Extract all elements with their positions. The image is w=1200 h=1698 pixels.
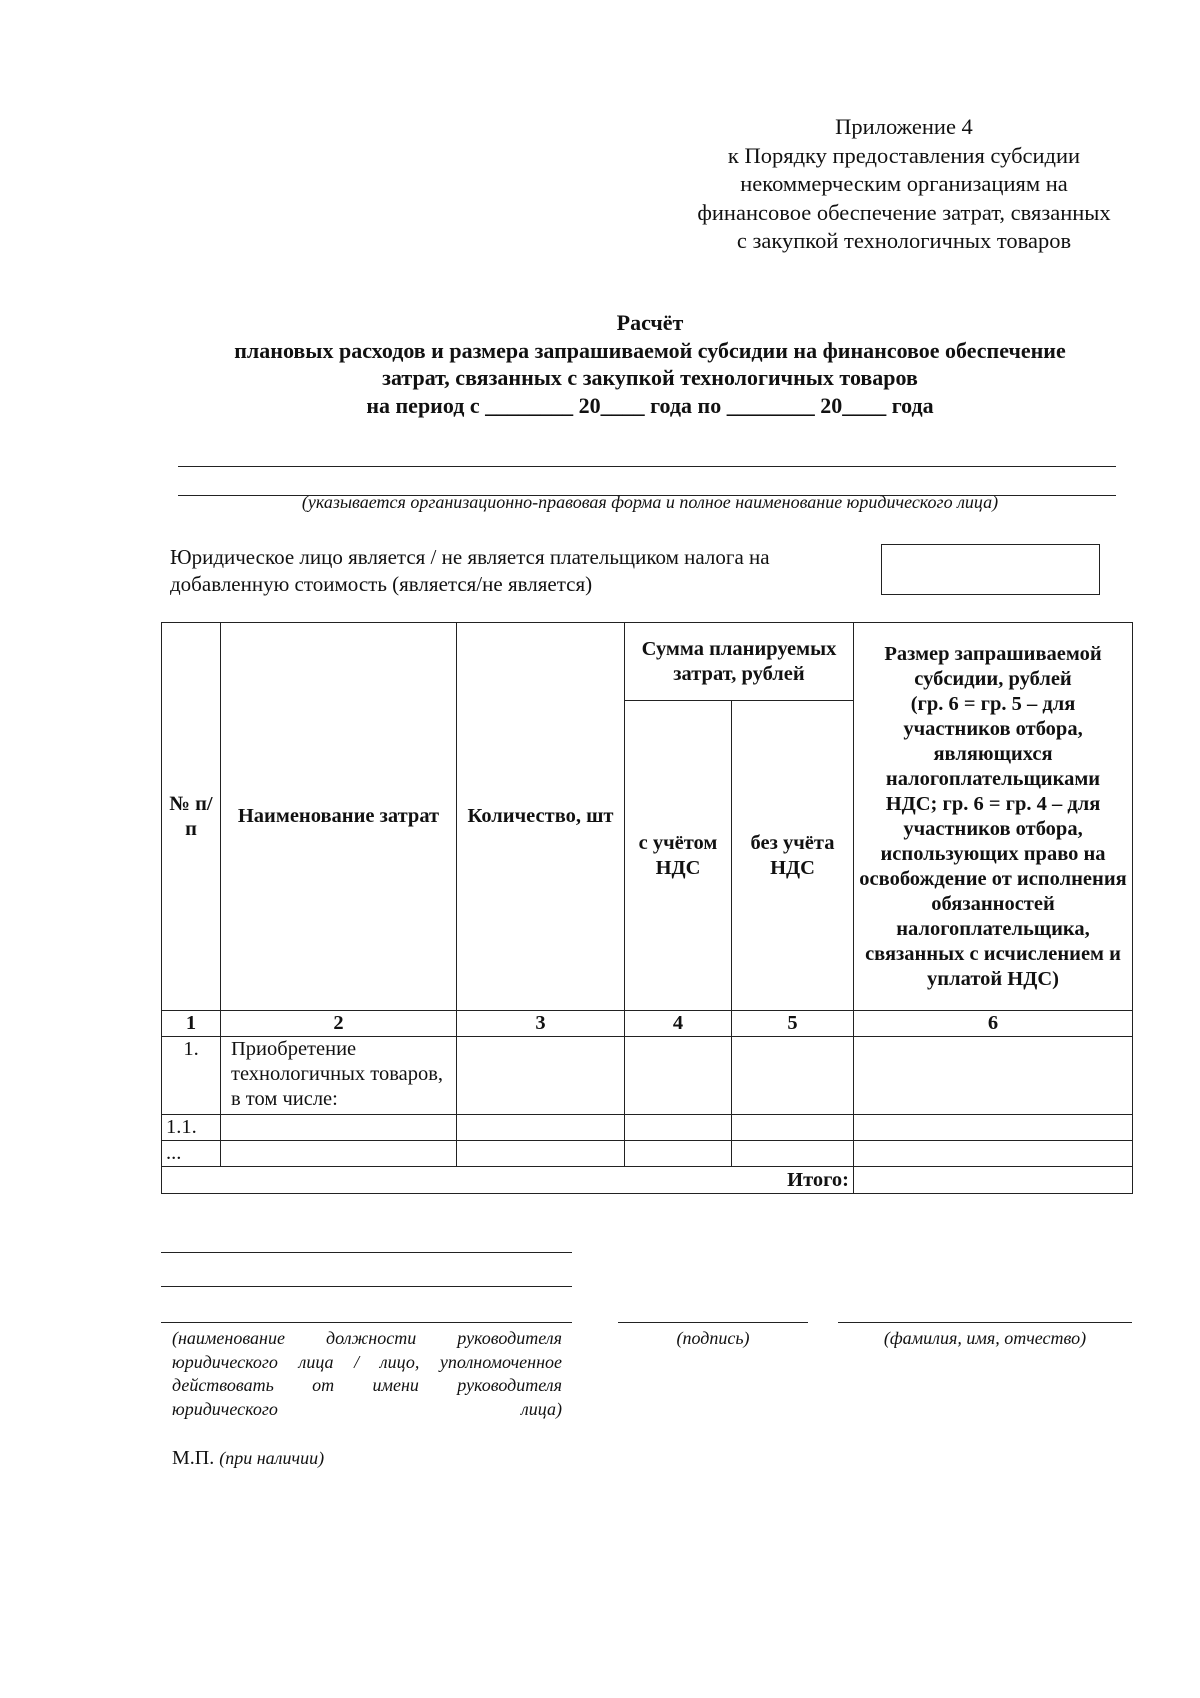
title-line: плановых расходов и размера запрашиваемой субсидии на финансовое обеспечение <box>234 337 1066 363</box>
position-line-3[interactable] <box>161 1322 572 1323</box>
row-number: ... <box>162 1141 221 1167</box>
row-without-vat[interactable] <box>732 1141 854 1167</box>
header-subsidy <box>854 623 1133 1011</box>
header-subsidy-note: (гр. 6 = гр. 5 – для участников отбора, являющихся налогоплательщиками НДС; гр. 6 = гр. 4 – для участников отбора, использующих право на освобождение от исполнения обязанностей налогоплательщика, связанных с исчислением и уплатой НДС) <box>859 692 1127 990</box>
appendix-line: с закупкой технологичных товаров <box>736 228 1072 253</box>
row-number: 1.1. <box>162 1115 221 1141</box>
full-name-line[interactable] <box>838 1322 1132 1323</box>
row-with-vat[interactable] <box>625 1037 732 1115</box>
appendix-line: некоммерческим организациям на <box>740 171 1068 196</box>
entity-name-caption: (указывается организационно-правовая форма и полное наименование юридического лица) <box>301 492 999 512</box>
stamp-note: (при наличии) <box>219 1448 325 1468</box>
signature-caption: (подпись) <box>676 1328 750 1348</box>
header-quantity: Количество, шт <box>457 623 625 1011</box>
stamp-label: М.П. <box>172 1447 215 1469</box>
header-expense-name: Наименование затрат <box>221 623 457 1011</box>
entity-name-line-1[interactable] <box>178 466 1116 467</box>
column-number: 1 <box>162 1011 221 1037</box>
row-quantity[interactable] <box>457 1141 625 1167</box>
position-line-2[interactable] <box>161 1286 572 1287</box>
calculation-table <box>161 622 1133 1194</box>
appendix-header <box>650 113 1158 256</box>
row-number: 1. <box>162 1037 221 1115</box>
signature-line[interactable] <box>618 1322 808 1323</box>
row-with-vat[interactable] <box>625 1141 732 1167</box>
table-row <box>162 1115 1133 1141</box>
row-subsidy[interactable] <box>854 1115 1133 1141</box>
column-numbers-row <box>162 1011 1133 1037</box>
row-expense-name[interactable] <box>221 1141 457 1167</box>
vat-statement-line: Юридическое лицо является / не является плательщиком налога на <box>170 545 770 569</box>
title-period-line: на период с ________ 20____ года по ________ 20____ года <box>366 392 934 418</box>
table-row <box>162 1037 1133 1115</box>
header-planned-sum: Сумма планируемых затрат, рублей <box>625 623 854 701</box>
row-quantity[interactable] <box>457 1037 625 1115</box>
position-caption: (наименование должности руководителя юридического лица / лицо, уполномоченное действовать от имени руководителя юридического лица) <box>172 1328 562 1419</box>
row-without-vat[interactable] <box>732 1037 854 1115</box>
row-with-vat[interactable] <box>625 1115 732 1141</box>
appendix-line: к Порядку предоставления субсидии <box>727 142 1081 168</box>
stamp-place <box>172 1447 324 1470</box>
vat-statement-line: добавленную стоимость (является/не является) <box>170 572 593 596</box>
header-without-vat: без учёта НДС <box>732 701 854 1011</box>
column-number: 5 <box>732 1011 854 1037</box>
column-number: 2 <box>221 1011 457 1037</box>
appendix-line: Приложение 4 <box>835 114 973 139</box>
row-subsidy[interactable] <box>854 1141 1133 1167</box>
total-value[interactable] <box>854 1167 1133 1194</box>
row-quantity[interactable] <box>457 1115 625 1141</box>
table-header-row <box>162 623 1133 701</box>
vat-status-field[interactable] <box>881 544 1100 595</box>
row-without-vat[interactable] <box>732 1115 854 1141</box>
row-subsidy[interactable] <box>854 1037 1133 1115</box>
column-number: 4 <box>625 1011 732 1037</box>
table-total-row <box>162 1167 1133 1194</box>
total-label: Итого: <box>162 1167 854 1194</box>
table-row <box>162 1141 1133 1167</box>
appendix-line: финансовое обеспечение затрат, связанных <box>697 199 1111 225</box>
full-name-caption: (фамилия, имя, отчество) <box>883 1328 1087 1348</box>
title-line: Расчёт <box>616 310 684 335</box>
title-line: затрат, связанных с закупкой технологичных товаров <box>382 365 918 390</box>
vat-statement <box>170 544 870 598</box>
position-line-1[interactable] <box>161 1252 572 1253</box>
header-with-vat: с учётом НДС <box>625 701 732 1011</box>
row-expense-name[interactable] <box>221 1115 457 1141</box>
column-number: 6 <box>854 1011 1133 1037</box>
row-expense-name[interactable]: Приобретение технологичных товаров, в том числе: <box>221 1037 457 1115</box>
header-subsidy-title: Размер запрашиваемой субсидии, рублей <box>884 642 1102 690</box>
document-title <box>120 309 1180 419</box>
column-number: 3 <box>457 1011 625 1037</box>
header-row-number: № п/п <box>162 623 221 1011</box>
